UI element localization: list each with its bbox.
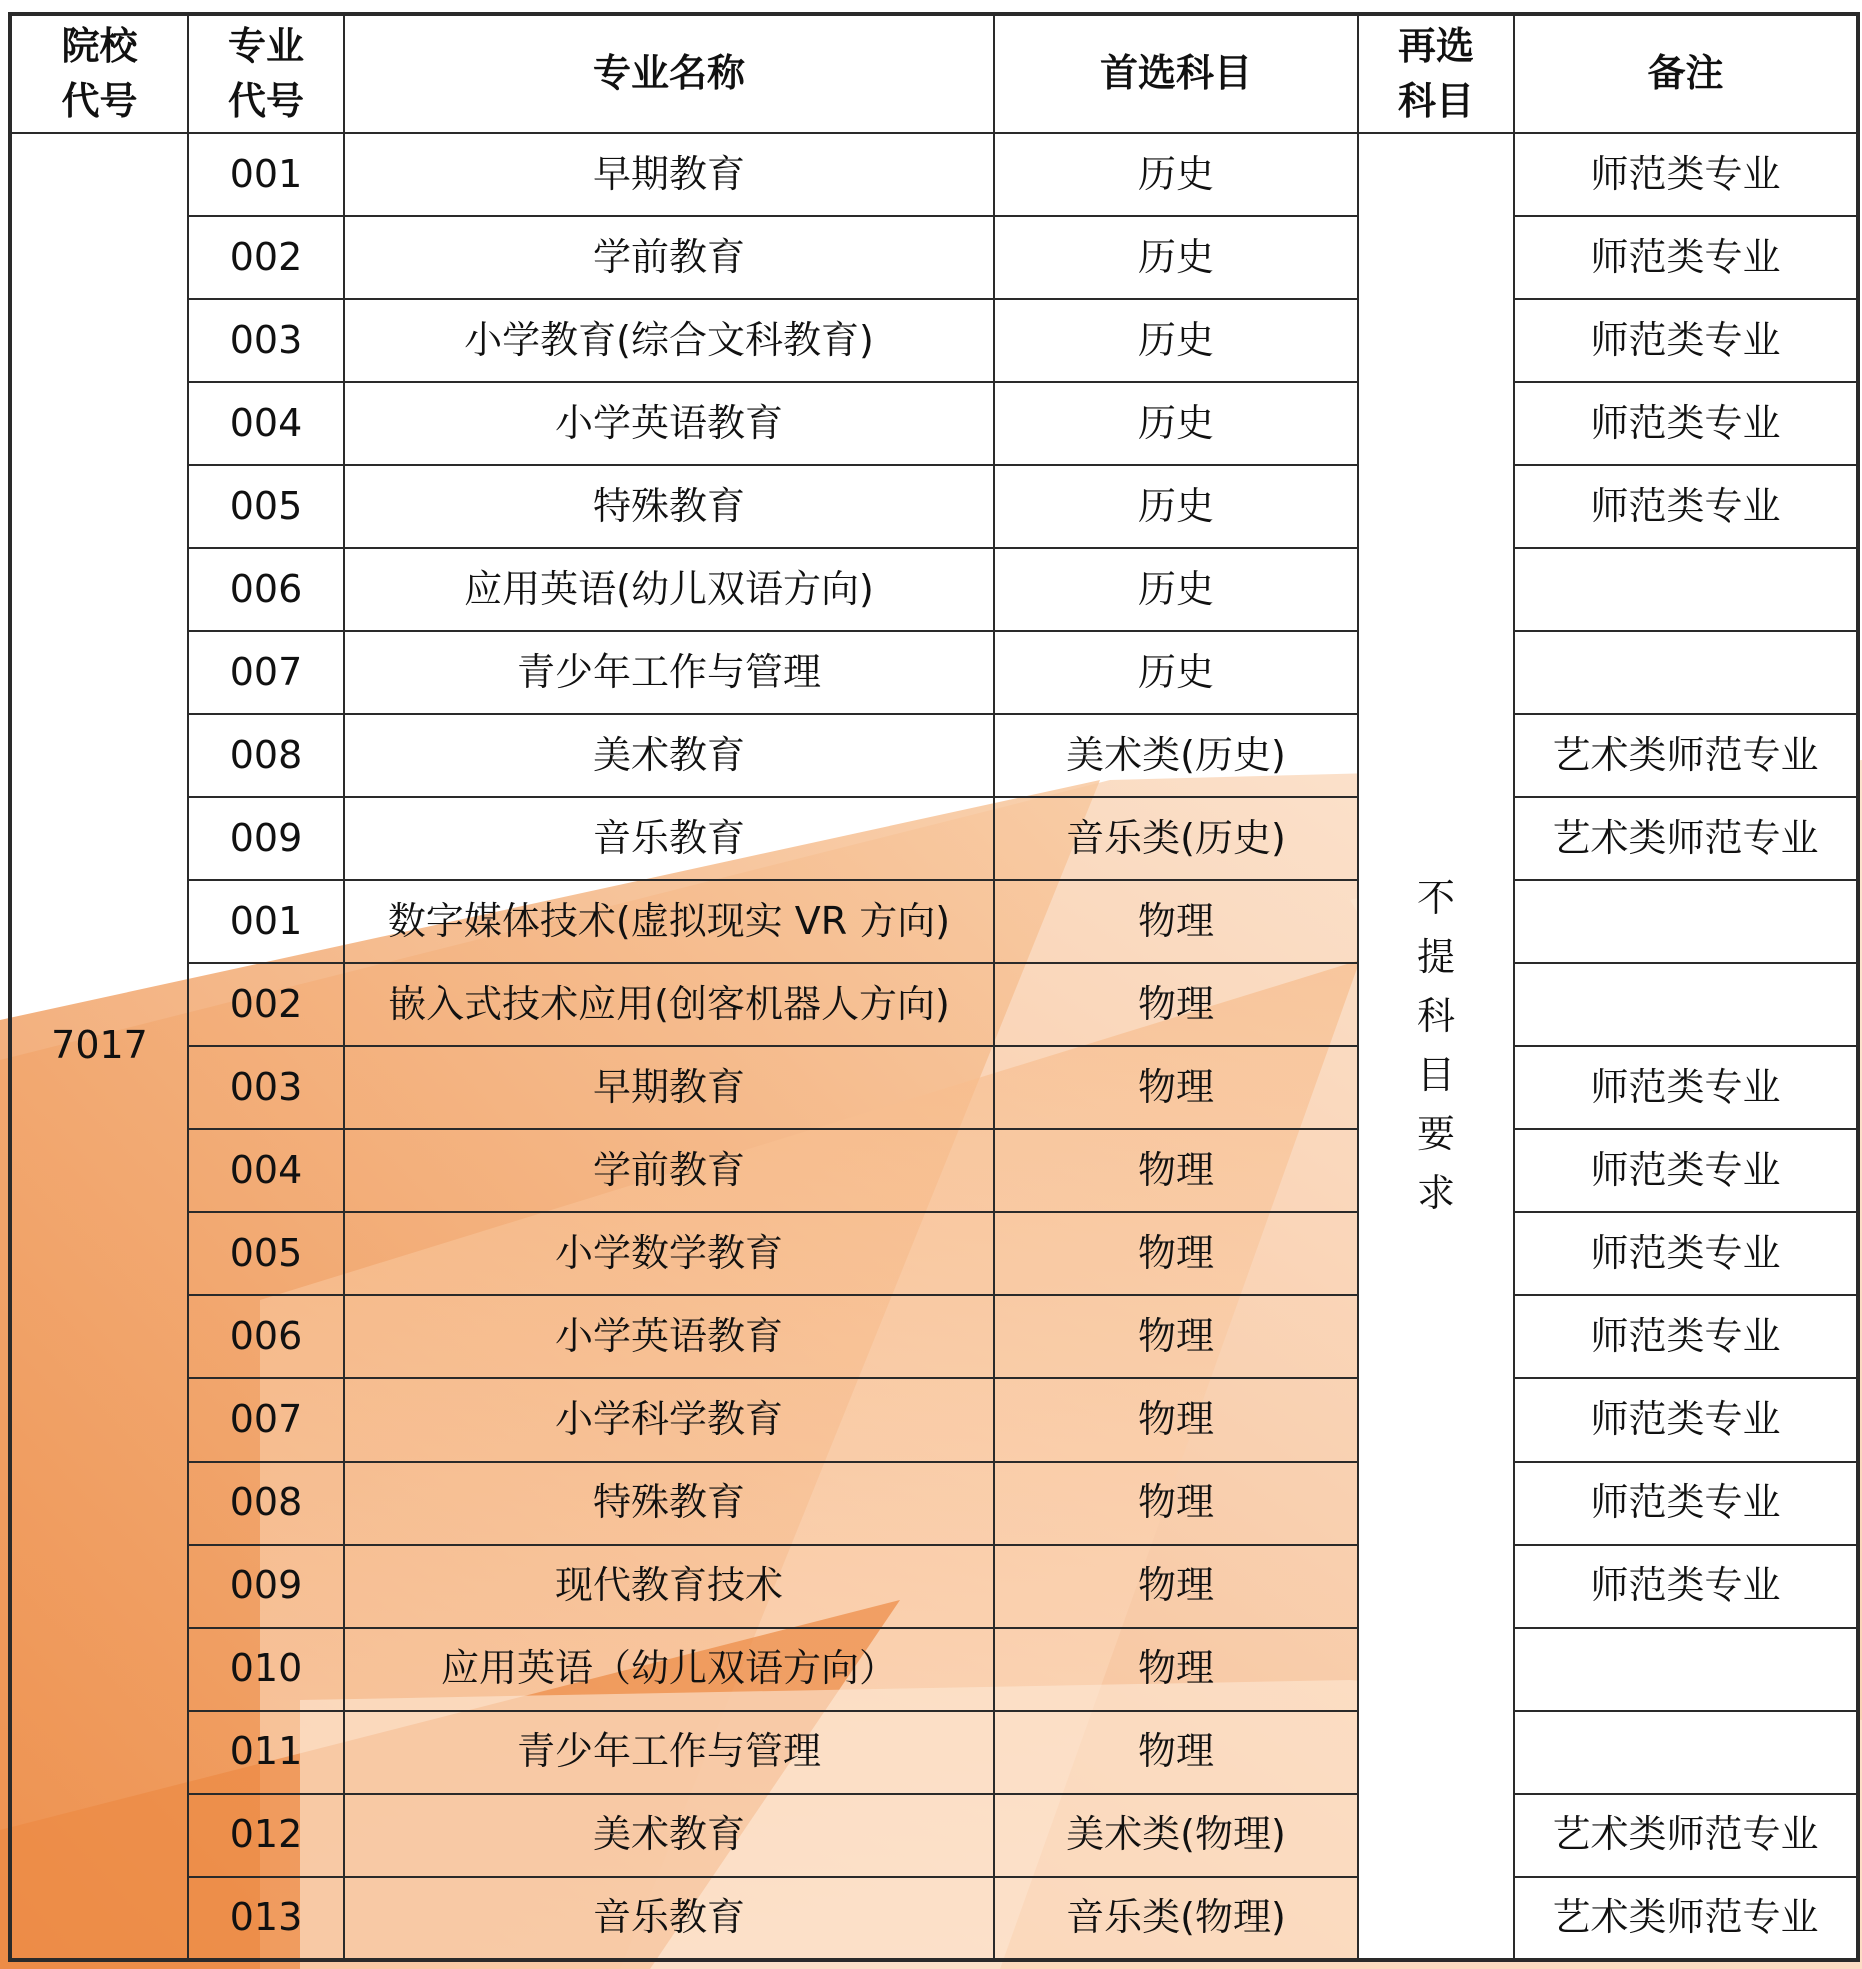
major-name-cell: 青少年工作与管理 (344, 1711, 994, 1794)
header-remark: 备注 (1514, 14, 1858, 133)
major-name-cell: 数字媒体技术(虚拟现实 VR 方向) (344, 880, 994, 963)
first-subject-cell: 物理 (994, 1462, 1358, 1545)
major-code-cell: 003 (188, 1046, 344, 1129)
first-subject-cell: 美术类(历史) (994, 714, 1358, 797)
major-name-cell: 音乐教育 (344, 1877, 994, 1960)
admission-majors-table (8, 12, 1860, 1962)
table-row (10, 880, 1858, 963)
major-code-cell: 006 (188, 548, 344, 631)
first-subject-cell: 物理 (994, 1295, 1358, 1378)
remark-cell: 师范类专业 (1514, 1462, 1858, 1545)
major-name-cell: 音乐教育 (344, 797, 994, 880)
first-subject-cell: 物理 (994, 1545, 1358, 1628)
remark-cell: 师范类专业 (1514, 1129, 1858, 1212)
table-row (10, 1877, 1858, 1960)
remark-cell: 艺术类师范专业 (1514, 1794, 1858, 1877)
table-row (10, 1794, 1858, 1877)
remark-cell (1514, 548, 1858, 631)
major-name-cell: 早期教育 (344, 133, 994, 216)
first-subject-cell: 物理 (994, 1378, 1358, 1461)
major-code-cell: 002 (188, 963, 344, 1046)
major-code-cell: 008 (188, 1462, 344, 1545)
first-subject-cell: 物理 (994, 1129, 1358, 1212)
major-code-cell: 002 (188, 216, 344, 299)
table-row (10, 714, 1858, 797)
major-name-cell: 小学数学教育 (344, 1212, 994, 1295)
table-row (10, 1545, 1858, 1628)
first-subject-cell: 物理 (994, 1046, 1358, 1129)
major-code-cell: 007 (188, 1378, 344, 1461)
major-name-cell: 美术教育 (344, 714, 994, 797)
remark-cell: 师范类专业 (1514, 1545, 1858, 1628)
remark-cell: 师范类专业 (1514, 133, 1858, 216)
header-reselect-subject: 再选科目 (1358, 14, 1514, 133)
major-name-cell: 小学英语教育 (344, 1295, 994, 1378)
table-row (10, 216, 1858, 299)
first-subject-cell: 物理 (994, 1711, 1358, 1794)
table-row (10, 1462, 1858, 1545)
first-subject-cell: 历史 (994, 631, 1358, 714)
table-row (10, 1295, 1858, 1378)
major-name-cell: 早期教育 (344, 1046, 994, 1129)
major-name-cell: 学前教育 (344, 1129, 994, 1212)
major-code-cell: 005 (188, 1212, 344, 1295)
table-row (10, 299, 1858, 382)
remark-cell: 师范类专业 (1514, 299, 1858, 382)
remark-cell: 艺术类师范专业 (1514, 714, 1858, 797)
major-name-cell: 美术教育 (344, 1794, 994, 1877)
first-subject-cell: 物理 (994, 1628, 1358, 1711)
table-header-row (10, 14, 1858, 133)
table-row (10, 133, 1858, 216)
remark-cell: 师范类专业 (1514, 1295, 1858, 1378)
table-row (10, 1628, 1858, 1711)
major-name-cell: 学前教育 (344, 216, 994, 299)
first-subject-cell: 音乐类(历史) (994, 797, 1358, 880)
major-code-cell: 001 (188, 133, 344, 216)
first-subject-cell: 历史 (994, 216, 1358, 299)
school-code-cell: 7017 (10, 133, 188, 1960)
major-code-cell: 001 (188, 880, 344, 963)
major-code-cell: 009 (188, 1545, 344, 1628)
major-name-cell: 特殊教育 (344, 465, 994, 548)
major-code-cell: 004 (188, 1129, 344, 1212)
table-row (10, 631, 1858, 714)
table-row (10, 963, 1858, 1046)
header-major-code: 专业代号 (188, 14, 344, 133)
major-code-cell: 013 (188, 1877, 344, 1960)
major-name-cell: 现代教育技术 (344, 1545, 994, 1628)
reselect-subject-cell (1358, 133, 1514, 1960)
table-row (10, 1129, 1858, 1212)
first-subject-cell: 音乐类(物理) (994, 1877, 1358, 1960)
remark-cell: 师范类专业 (1514, 1378, 1858, 1461)
table-row (10, 1378, 1858, 1461)
major-name-cell: 小学教育(综合文科教育) (344, 299, 994, 382)
major-name-cell: 特殊教育 (344, 1462, 994, 1545)
major-code-cell: 007 (188, 631, 344, 714)
first-subject-cell: 物理 (994, 963, 1358, 1046)
header-first-subject: 首选科目 (994, 14, 1358, 133)
remark-cell: 师范类专业 (1514, 465, 1858, 548)
major-code-cell: 006 (188, 1295, 344, 1378)
major-name-cell: 应用英语（幼儿双语方向） (344, 1628, 994, 1711)
major-code-cell: 008 (188, 714, 344, 797)
major-code-cell: 011 (188, 1711, 344, 1794)
first-subject-cell: 物理 (994, 880, 1358, 963)
first-subject-cell: 历史 (994, 465, 1358, 548)
table-row (10, 465, 1858, 548)
reselect-subject-text: 不提科目要求 (1417, 876, 1456, 1215)
remark-cell (1514, 1628, 1858, 1711)
first-subject-cell: 历史 (994, 299, 1358, 382)
first-subject-cell: 物理 (994, 1212, 1358, 1295)
remark-cell (1514, 880, 1858, 963)
remark-cell: 师范类专业 (1514, 216, 1858, 299)
major-name-cell: 小学科学教育 (344, 1378, 994, 1461)
major-code-cell: 004 (188, 382, 344, 465)
table-row (10, 1212, 1858, 1295)
remark-cell: 师范类专业 (1514, 382, 1858, 465)
first-subject-cell: 历史 (994, 382, 1358, 465)
major-name-cell: 青少年工作与管理 (344, 631, 994, 714)
first-subject-cell: 历史 (994, 548, 1358, 631)
major-name-cell: 小学英语教育 (344, 382, 994, 465)
major-name-cell: 嵌入式技术应用(创客机器人方向) (344, 963, 994, 1046)
remark-cell: 师范类专业 (1514, 1212, 1858, 1295)
remark-cell (1514, 963, 1858, 1046)
remark-cell: 艺术类师范专业 (1514, 1877, 1858, 1960)
table-row (10, 797, 1858, 880)
remark-cell (1514, 1711, 1858, 1794)
major-code-cell: 003 (188, 299, 344, 382)
first-subject-cell: 历史 (994, 133, 1358, 216)
remark-cell: 师范类专业 (1514, 1046, 1858, 1129)
major-code-cell: 005 (188, 465, 344, 548)
table-row (10, 1711, 1858, 1794)
major-code-cell: 012 (188, 1794, 344, 1877)
first-subject-cell: 美术类(物理) (994, 1794, 1358, 1877)
header-major-name: 专业名称 (344, 14, 994, 133)
header-school-code: 院校代号 (10, 14, 188, 133)
major-code-cell: 009 (188, 797, 344, 880)
major-code-cell: 010 (188, 1628, 344, 1711)
remark-cell (1514, 631, 1858, 714)
table-row (10, 548, 1858, 631)
table-row (10, 382, 1858, 465)
major-name-cell: 应用英语(幼儿双语方向) (344, 548, 994, 631)
remark-cell: 艺术类师范专业 (1514, 797, 1858, 880)
table-row (10, 1046, 1858, 1129)
